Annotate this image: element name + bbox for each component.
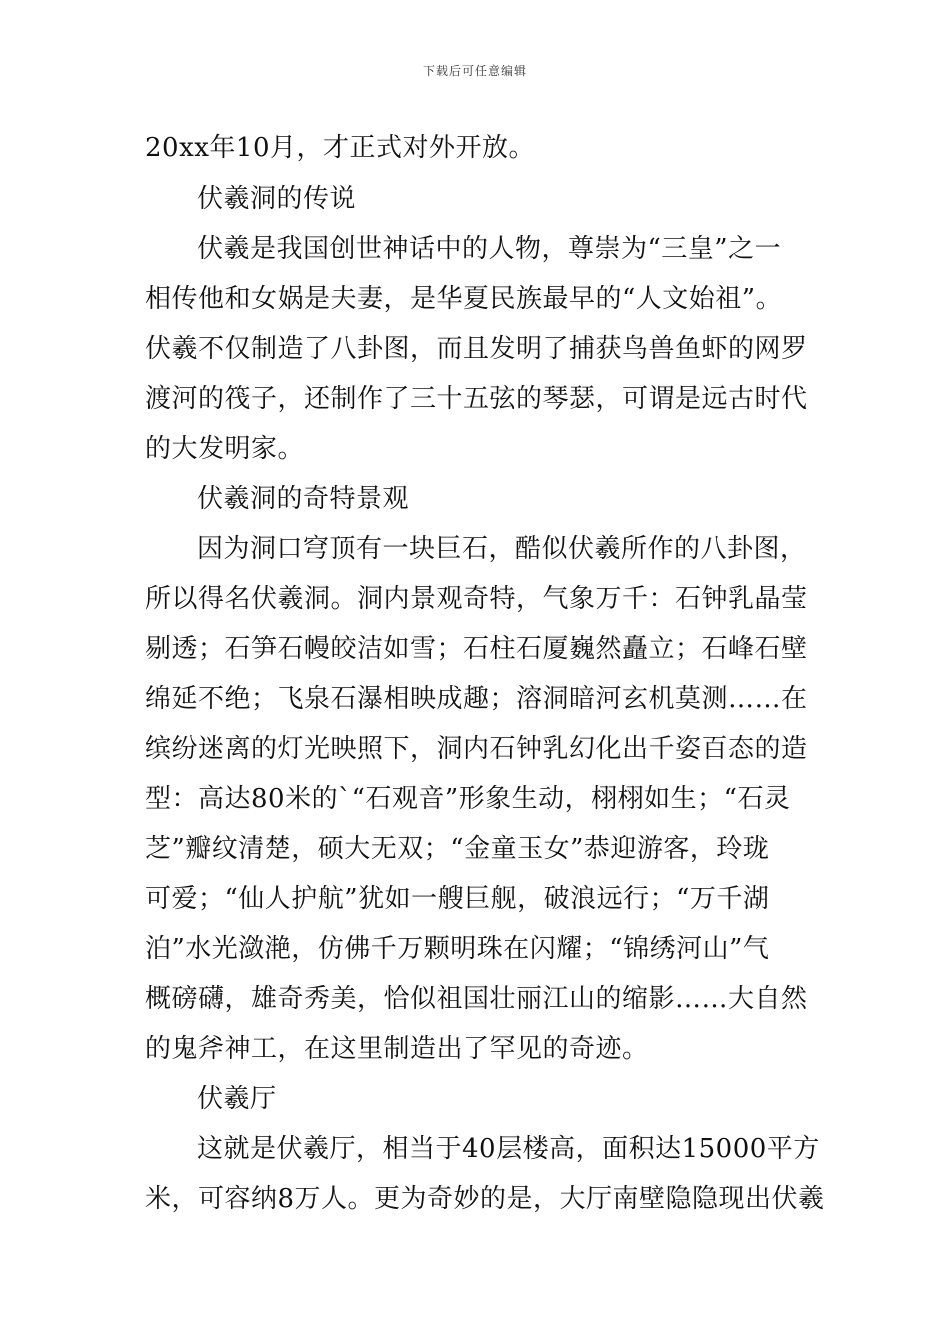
section-heading: 伏羲洞的奇特景观 [197, 484, 410, 514]
section-heading: 伏羲厅 [197, 1084, 277, 1114]
paragraph-line: 20xx年10月，才正式对外开放。 [145, 133, 535, 163]
paragraph-line: 这就是伏羲厅，相当于40层楼高，面积达15000平方 [197, 1134, 820, 1164]
paragraph-line: 相传他和女娲是夫妻，是华夏民族最早的“人文始祖”。 [145, 284, 783, 314]
paragraph-line: 绵延不绝；飞泉石瀑相映成趣；溶洞暗河玄机莫测……在 [145, 684, 808, 714]
paragraph-line: 概磅礴，雄奇秀美，恰似祖国壮丽江山的缩影……大自然 [145, 984, 808, 1014]
section-heading: 伏羲洞的传说 [197, 184, 357, 214]
paragraph-line: 缤纷迷离的灯光映照下，洞内石钟乳幻化出千姿百态的造 [145, 734, 808, 764]
paragraph-line: 伏羲不仅制造了八卦图，而且发明了捕获鸟兽鱼虾的网罗 [145, 334, 808, 364]
paragraph-line: 剔透；石笋石幔皎洁如雪；石柱石厦巍然矗立；石峰石壁 [145, 634, 808, 664]
paragraph-line: 泊”水光潋滟，仿佛千万颗明珠在闪耀；“锦绣河山”气 [145, 934, 770, 964]
paragraph-line: 的大发明家。 [145, 434, 305, 464]
paragraph-line: 芝”瓣纹清楚，硕大无双；“金童玉女”恭迎游客，玲珑 [145, 834, 770, 864]
paragraph-line: 可爱；“仙人护航”犹如一艘巨舰，破浪远行；“万千湖 [145, 884, 770, 914]
paragraph-line: 因为洞口穹顶有一块巨石，酷似伏羲所作的八卦图， [197, 534, 807, 564]
page-header: 下载后可任意编辑 [422, 64, 527, 78]
paragraph-line: 伏羲是我国创世神话中的人物，尊崇为“三皇”之一 [197, 234, 782, 264]
paragraph-line: 所以得名伏羲洞。洞内景观奇特，气象万千：石钟乳晶莹 [145, 584, 808, 614]
paragraph-line: 米，可容纳8万人。更为奇妙的是，大厅南壁隐隐现出伏羲 [145, 1184, 825, 1214]
paragraph-line: 渡河的筏子，还制作了三十五弦的琴瑟，可谓是远古时代 [145, 384, 808, 414]
paragraph-line: 的鬼斧神工，在这里制造出了罕见的奇迹。 [145, 1034, 649, 1064]
paragraph-line: 型：高达80米的`“石观音”形象生动，栩栩如生；“石灵 [145, 784, 791, 814]
